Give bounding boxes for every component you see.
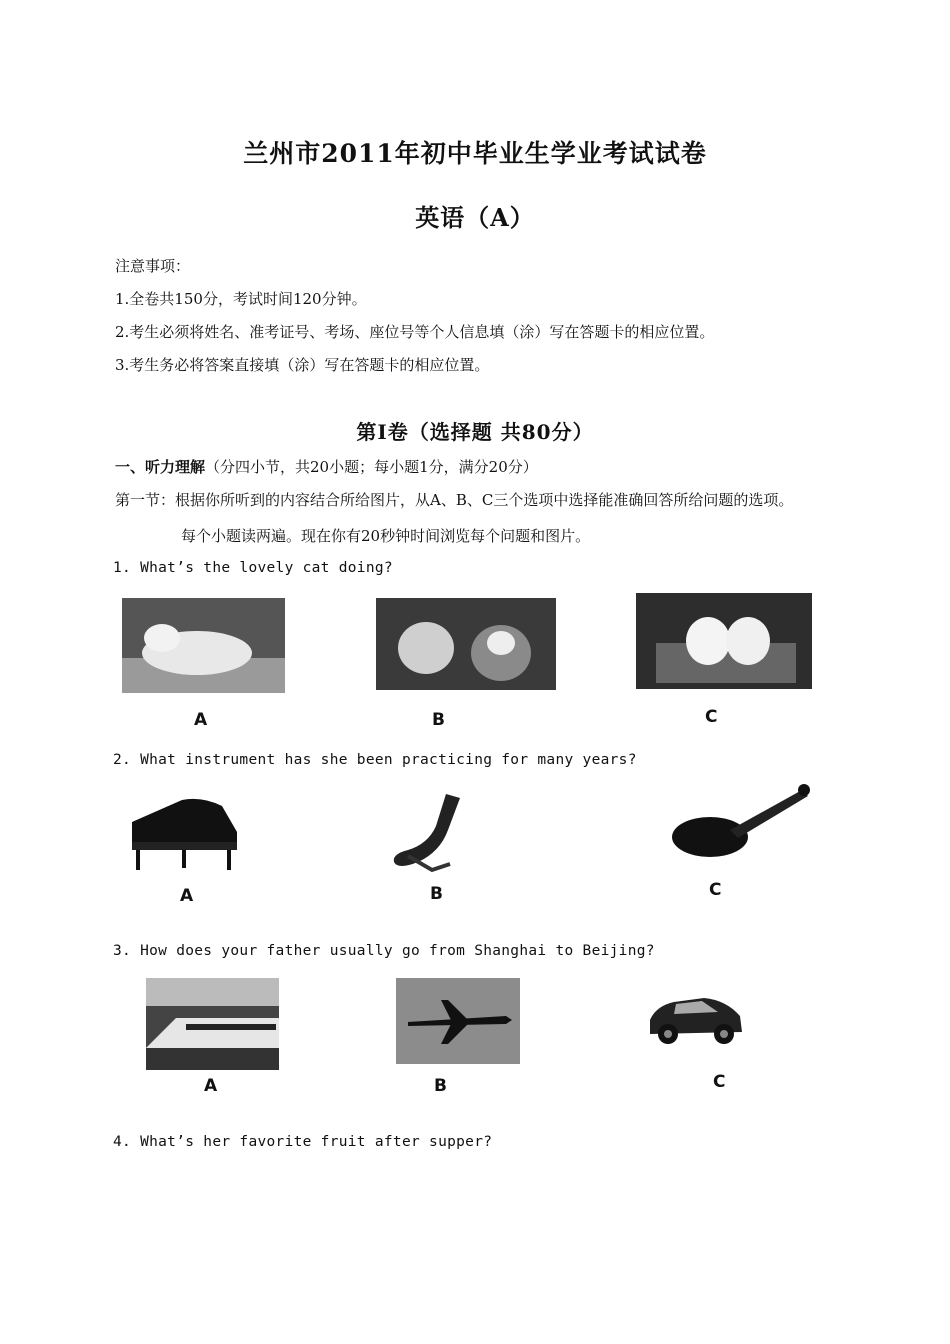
q3-car-image [644,986,746,1048]
q2-saxophone-image [388,790,478,875]
question-2: 2. What instrument has she been practicing for many years? [113,752,637,768]
part-title: 第Ⅰ卷（选择题 共80分） [356,420,594,444]
q2-option-b-label: B [430,884,443,904]
instruction-line: 第一节：根据你所听到的内容结合所给图片，从A、B、C三个选项中选择能准确回答所给问题的选项。 [115,491,794,509]
note-item: 1.全卷共150分，考试时间120分钟。 [115,290,367,308]
question-3: 3. How does your father usually go from Shanghai to Beijing? [113,943,655,959]
note-item: 3.考生务必将答案直接填（涂）写在答题卡的相应位置。 [115,356,490,374]
question-4: 4. What’s her favorite fruit after supper? [113,1134,493,1150]
q1-option-a-label: A [194,710,208,730]
exam-subtitle: 英语（A） [415,203,535,232]
q3-airplane-image [396,978,520,1064]
section-heading-bold: 一、听力理解 [115,458,206,476]
q1-option-c-image [636,593,812,689]
q3-option-a-label: A [204,1076,218,1096]
q2-violin-image [670,782,812,862]
q2-option-a-label: A [180,886,194,906]
q3-train-image [146,978,279,1070]
question-1: 1. What’s the lovely cat doing? [113,560,393,576]
exam-title: 兰州市2011年初中毕业生学业考试试卷 [243,139,707,168]
section-heading-rest: （分四小节，共20小题；每小题1分，满分20分） [205,458,538,476]
q3-option-c-label: C [713,1072,726,1092]
q1-option-b-label: B [432,710,445,730]
q2-piano-image [122,792,240,872]
section-heading [115,456,538,477]
instruction-line: 每个小题读两遍。现在你有20秒钟时间浏览每个问题和图片。 [181,527,591,545]
q1-option-b-image [376,598,556,690]
notes-heading: 注意事项： [115,257,191,275]
q1-option-a-image [122,598,285,693]
q3-option-b-label: B [434,1076,447,1096]
q1-option-c-label: C [705,707,718,727]
note-item: 2.考生必须将姓名、准考证号、考场、座位号等个人信息填（涂）写在答题卡的相应位置。 [115,323,715,341]
q2-option-c-label: C [709,880,722,900]
